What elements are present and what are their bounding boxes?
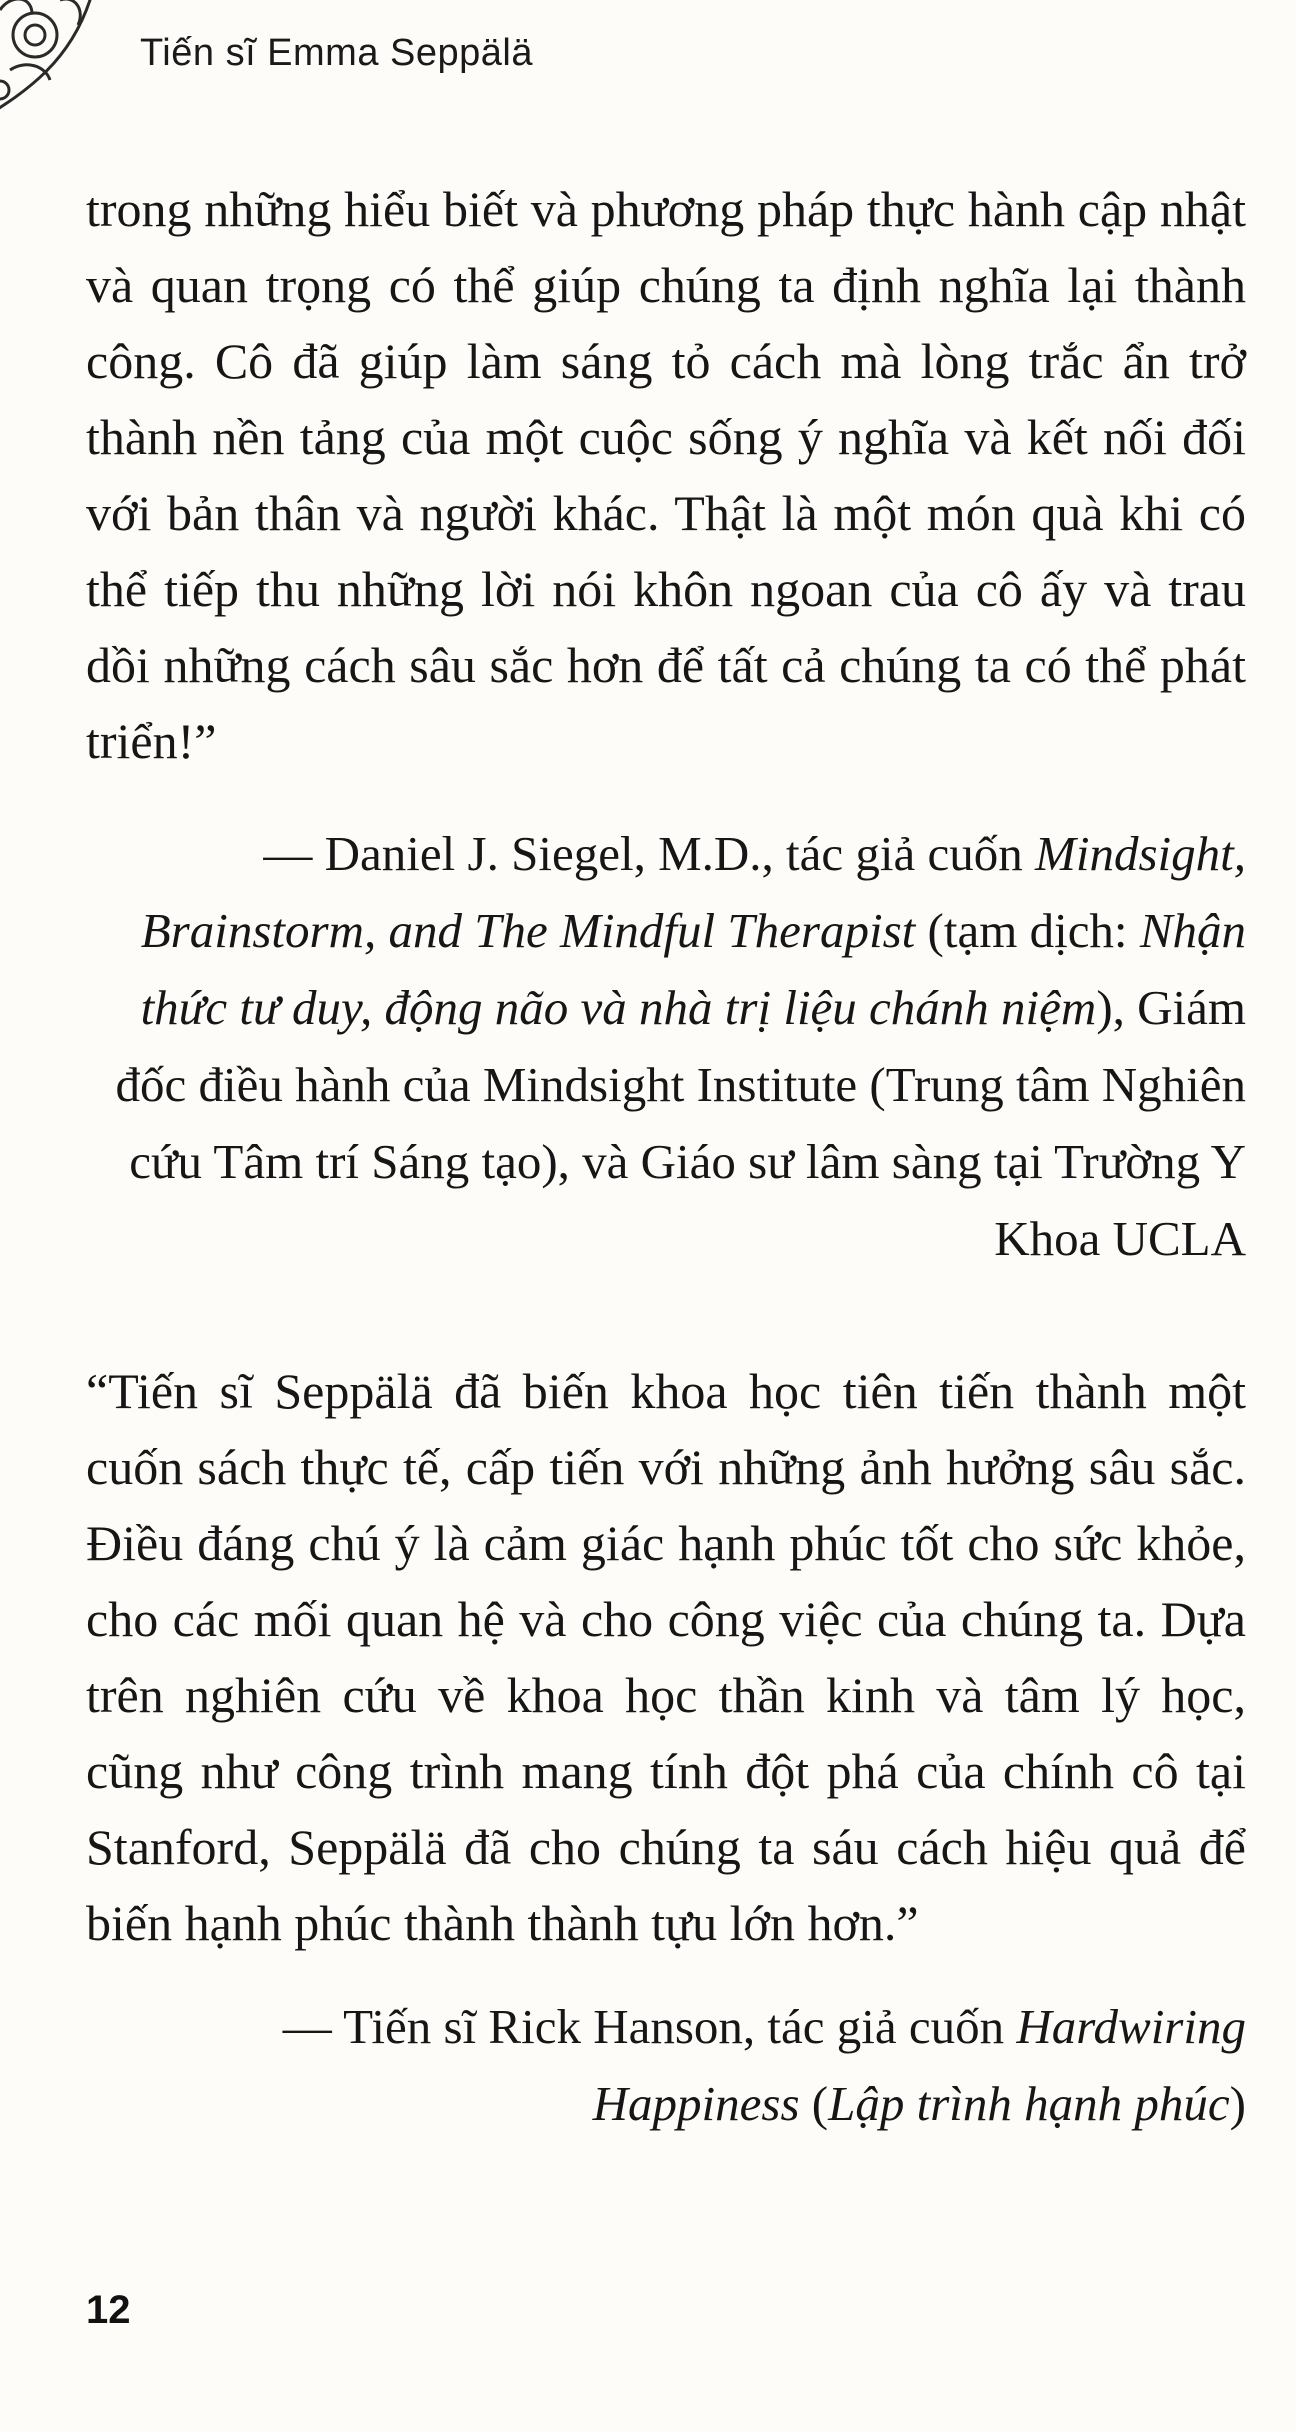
book-title: Mindsight, Brainstorm, and The Mindful Therapist bbox=[140, 826, 1246, 958]
quote-2-body: “Tiến sĩ Seppälä đã biến khoa học tiên tiến thành một cuốn sách thực tế, cấp tiến với những ảnh hưởng sâu sắc. Điều đáng chú ý là cảm giác hạnh phúc tốt cho sức khỏe, cho các mối quan hệ và cho công việc của chúng ta. Dựa trên nghiên cứu về khoa học thần kinh và tâm lý học, cũng như công trình mang tính đột phá của chính cô tại Stanford, Seppälä đã cho chúng ta sáu cách hiệu quả để biến hạnh phúc thành thành tựu lớn hơn.” bbox=[86, 1363, 1246, 1951]
attribution-prefix: — Daniel J. Siegel, M.D., tác giả cuốn bbox=[263, 826, 1036, 881]
quote-1-body: trong những hiểu biết và phương pháp thực hành cập nhật và quan trọng có thể giúp chúng ta định nghĩa lại thành công. Cô đã giúp làm sáng tỏ cách mà lòng trắc ẩn trở thành nền tảng của một cuộc sống ý nghĩa và kết nối đối với bản thân và người khác. Thật là một món quà khi có thể tiếp thu những lời nói khôn ngoan của cô ấy và trau dồi những cách sâu sắc hơn để tất cả chúng ta có thể phát triển!” bbox=[86, 181, 1246, 769]
book-title-translation: Lập trình hạnh phúc bbox=[828, 2076, 1230, 2131]
attribution-paren: (tạm dịch: bbox=[915, 903, 1140, 958]
book-title-translation: Nhận thức tư duy, động não và nhà trị liệu chánh niệm bbox=[140, 903, 1246, 1035]
attribution-paren: ( bbox=[799, 2076, 829, 2131]
quote-2-attribution bbox=[86, 1988, 1246, 2142]
corner-ornament-icon bbox=[0, 0, 120, 130]
quote-1-attribution bbox=[86, 815, 1246, 1277]
attribution-prefix: — Tiến sĩ Rick Hanson, tác giả cuốn bbox=[282, 1999, 1017, 2054]
page-number: 12 bbox=[86, 2288, 131, 2332]
book-title: Hardwiring Happiness bbox=[592, 1999, 1246, 2131]
running-header: Tiến sĩ Emma Seppälä bbox=[140, 32, 533, 74]
attribution-suffix: ), Giám đốc điều hành của Mindsight Institute (Trung tâm Nghiên cứu Tâm trí Sáng tạo), và Giáo sư lâm sàng tại Trường Y Khoa UCLA bbox=[115, 980, 1246, 1266]
attribution-suffix: ) bbox=[1229, 2076, 1246, 2131]
